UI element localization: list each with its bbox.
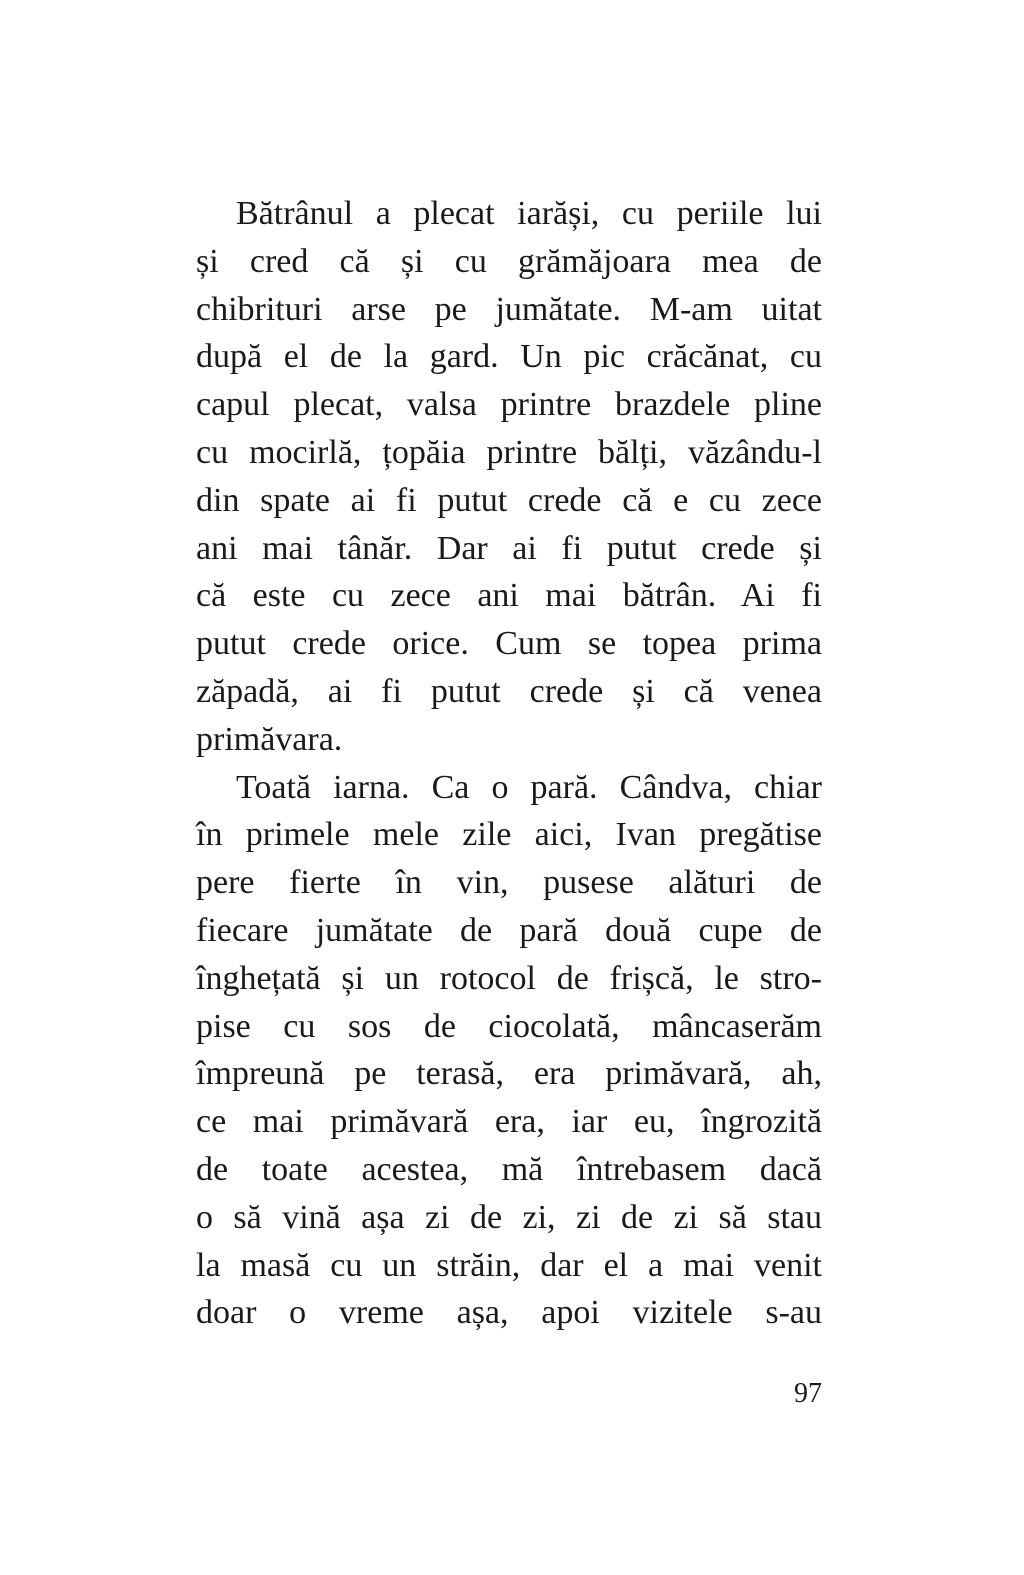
paragraph	[196, 190, 822, 764]
text-line: pere fierte în vin, pusese alături de	[196, 864, 822, 902]
text-line: doar o vreme așa, apoi vizitele s-au	[196, 1294, 822, 1332]
text-line: ce mai primăvară era, iar eu, îngrozită	[196, 1103, 822, 1141]
text-line: din spate ai fi putut crede că e cu zece	[196, 481, 822, 519]
text-line: Toată iarna. Ca o pară. Cândva, chiar	[236, 768, 822, 806]
text-line: fiecare jumătate de pară două cupe de	[196, 911, 822, 949]
text-line: Bătrânul a plecat iarăși, cu periile lui	[236, 195, 822, 232]
text-line: în primele mele zile aici, Ivan pregătise	[196, 816, 822, 854]
text-line: o să vină așa zi de zi, zi de zi să stau	[196, 1198, 822, 1236]
text-line: după el de la gard. Un pic crăcănat, cu	[196, 338, 822, 376]
text-line: la masă cu un străin, dar el a mai venit	[196, 1246, 822, 1284]
text-line: de toate acestea, mă întrebasem dacă	[196, 1150, 822, 1188]
text-line: putut crede orice. Cum se topea prima	[196, 625, 822, 663]
text-line: și cred că și cu grămăjoara mea de	[196, 242, 822, 280]
body-text	[196, 190, 822, 1337]
text-line: cu mocirlă, țopăia printre bălți, văzându-l	[196, 433, 822, 471]
text-line: împreună pe terasă, era primăvară, ah,	[196, 1055, 822, 1093]
text-line: înghețată și un rotocol de frișcă, le stro-	[196, 959, 822, 997]
text-line: ani mai tânăr. Dar ai fi putut crede și	[196, 529, 822, 567]
text-line: pise cu sos de ciocolată, mâncaserăm	[196, 1007, 822, 1045]
text-line: primăvara.	[196, 720, 343, 758]
text-line: capul plecat, valsa printre brazdele pline	[196, 386, 822, 424]
text-line: chibrituri arse pe jumătate. M-am uitat	[196, 290, 822, 328]
text-line: zăpadă, ai fi putut crede și că venea	[196, 672, 822, 710]
page-number: 97	[794, 1378, 822, 1409]
text-line: că este cu zece ani mai bătrân. Ai fi	[196, 577, 822, 615]
paragraph	[196, 764, 822, 1338]
